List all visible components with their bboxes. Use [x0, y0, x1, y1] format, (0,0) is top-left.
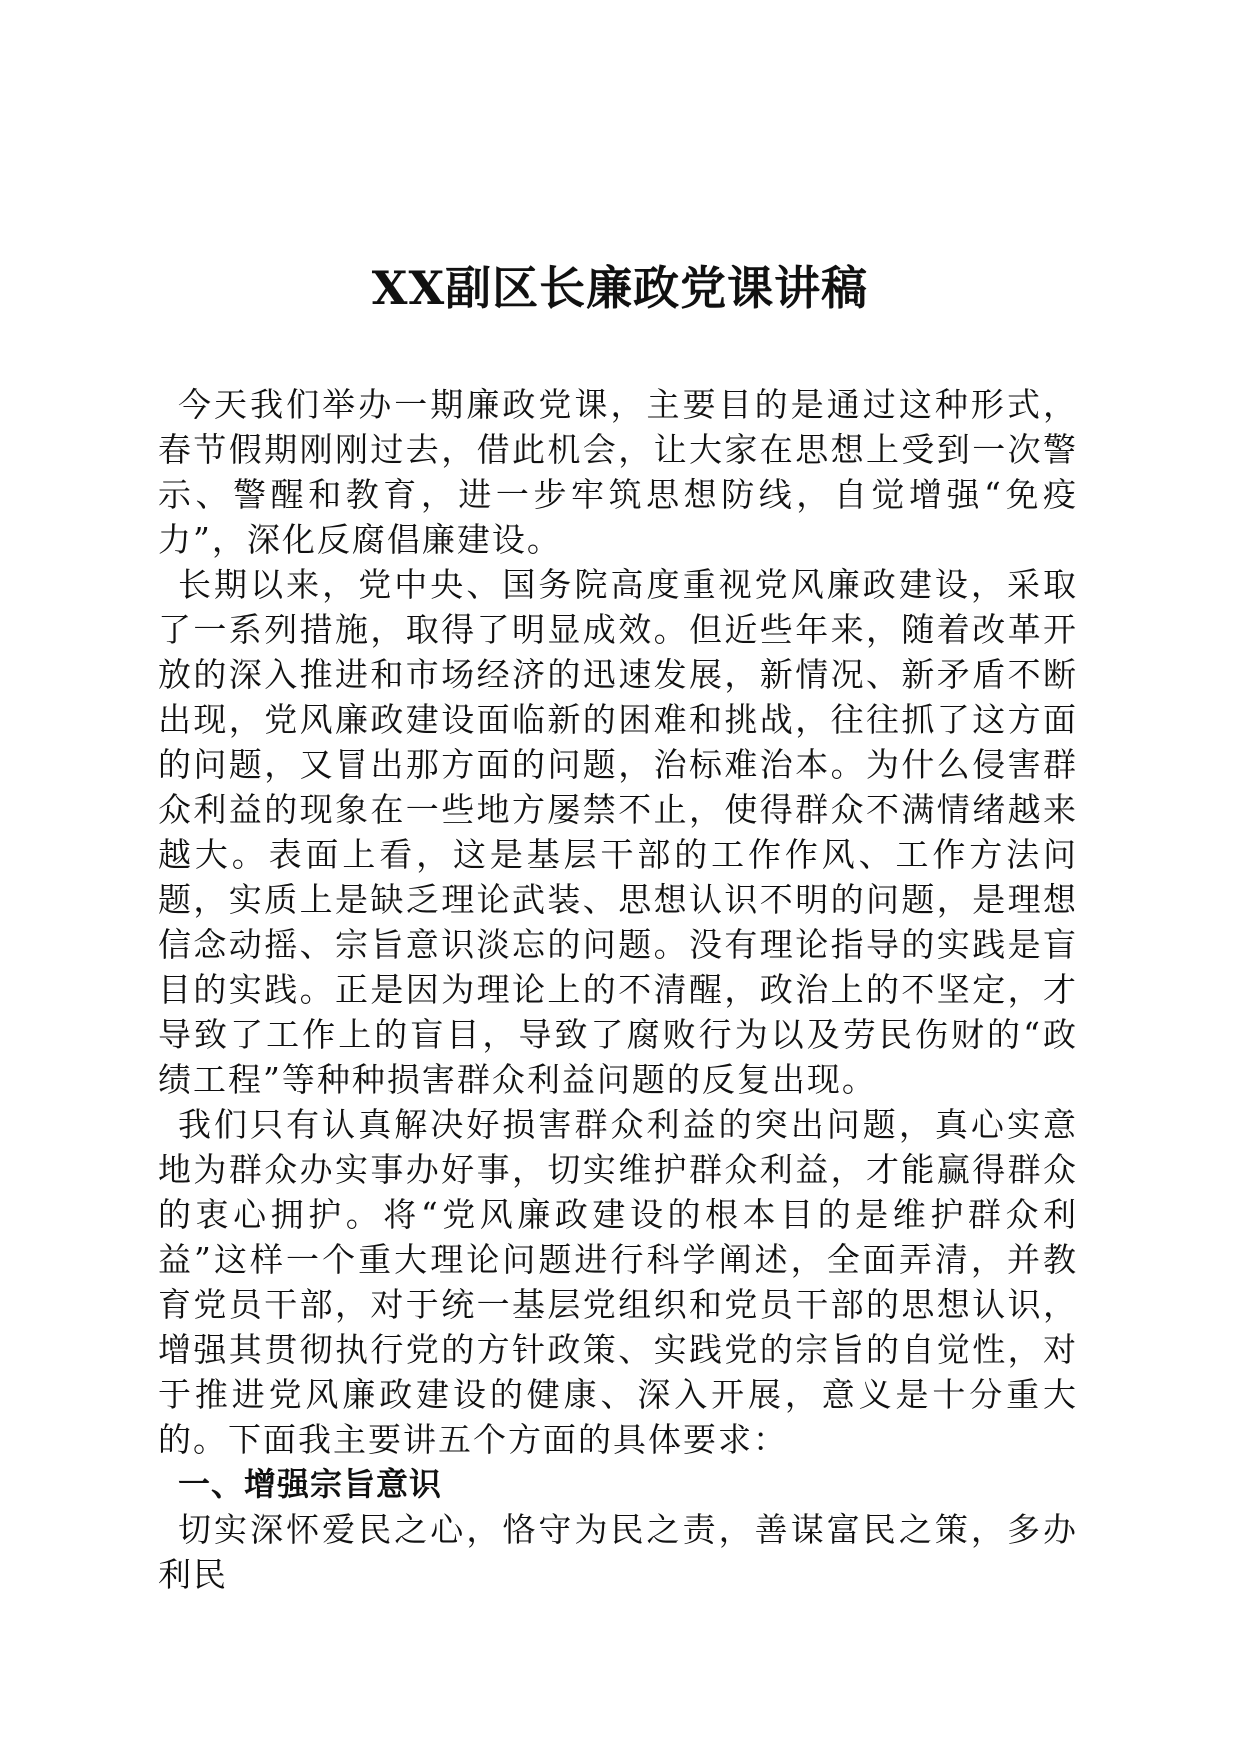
paragraph-intro: 今天我们举办一期廉政党课，主要目的是通过这种形式，春节假期刚刚过去，借此机会，让大家在思想上受到一次警示、警醒和教育，进一步牢筑思想防线，自觉增强“免疫力”，深化反腐倡廉建设。 — [158, 385, 1078, 559]
section-heading: 一、增强宗旨意识 — [178, 1465, 443, 1503]
paragraph-section-one: 切实深怀爱民之心，恪守为民之责，善谋富民之策，多办利民 — [158, 1510, 1078, 1594]
page-title: XX副区长廉政党课讲稿 — [371, 261, 869, 315]
paragraph-background: 长期以来，党中央、国务院高度重视党风廉政建设，采取了一系列措施，取得了明显成效。但近些年来，随着改革开放的深入推进和市场经济的迅速发展，新情况、新矛盾不断出现，党风廉政建设面临新的困难和挑战，往往抓了这方面的问题，又冒出那方面的问题，治标难治本。为什么侵害群众利益的现象在一些地方屡禁不止，使得群众不满情绪越来越大。表面上看，这是基层干部的工作作风、工作方法问题，实质上是缺乏理论武装、思想认识不明的问题，是理想信念动摇、宗旨意识淡忘的问题。没有理论指导的实践是盲目的实践。正是因为理论上的不清醒，政治上的不坚定，才导致了工作上的盲目，导致了腐败行为以及劳民伤财的“政绩工程”等种种损害群众利益问题的反复出现。 — [158, 565, 1078, 1099]
document-body — [158, 382, 1078, 1597]
paragraph-purpose: 我们只有认真解决好损害群众利益的突出问题，真心实意地为群众办实事办好事，切实维护群众利益，才能赢得群众的衷心拥护。将“党风廉政建设的根本目的是维护群众利益”这样一个重大理论问题进行科学阐述，全面弄清，并教育党员干部，对于统一基层党组织和党员干部的思想认识，增强其贯彻执行党的方针政策、实践党的宗旨的自觉性，对于推进党风廉政建设的健康、深入开展，意义是十分重大的。下面我主要讲五个方面的具体要求： — [158, 1105, 1078, 1459]
